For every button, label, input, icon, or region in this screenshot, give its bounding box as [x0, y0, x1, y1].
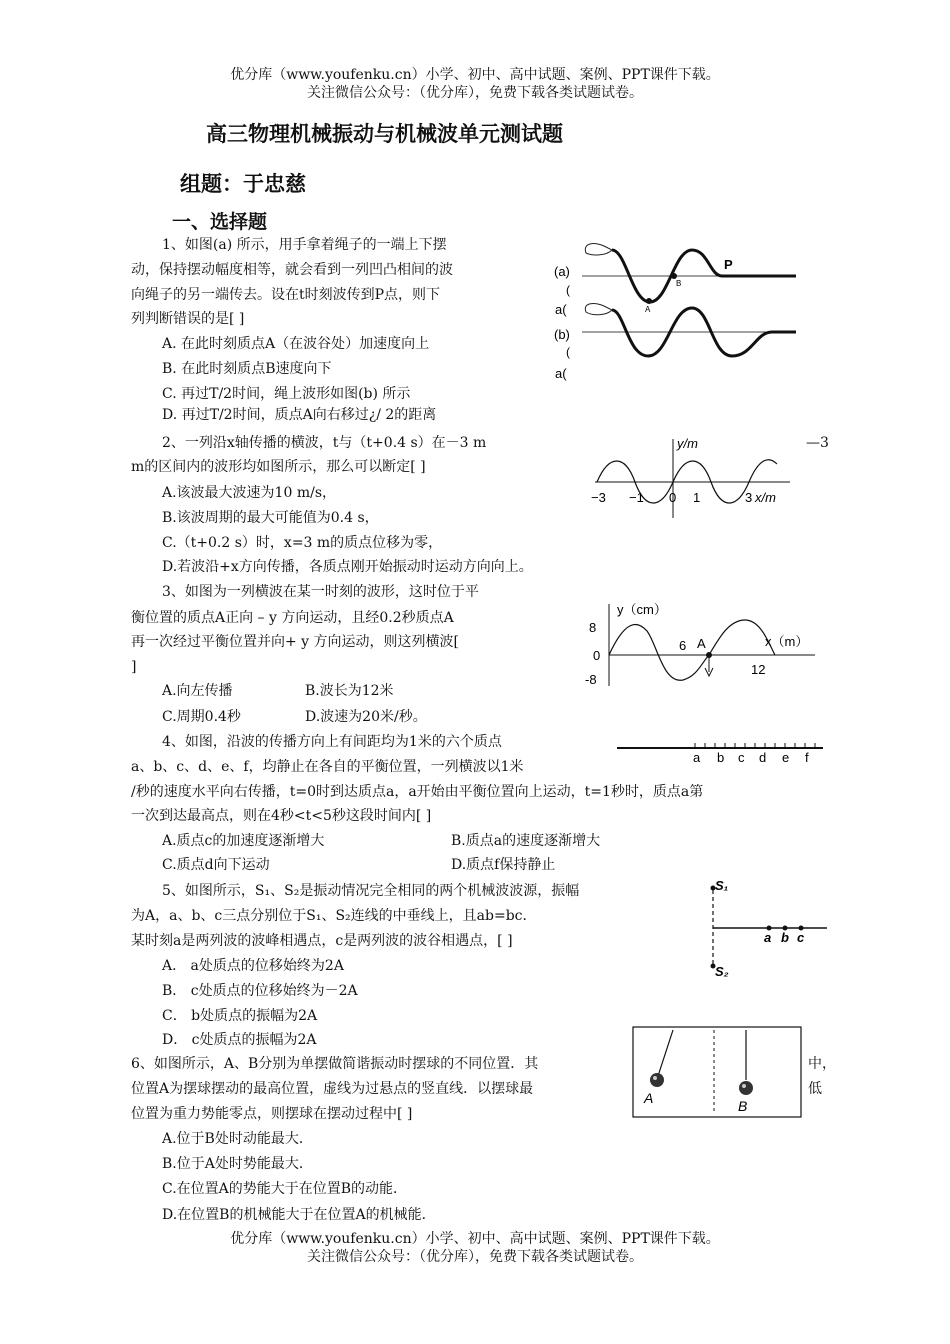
q1-option-b: B. 在此时刻质点B速度向下 — [162, 361, 332, 377]
label-A: A — [645, 305, 651, 314]
tick-12: 12 — [751, 662, 766, 677]
x-label: x（m） — [765, 634, 809, 649]
hand-b-icon — [585, 304, 612, 315]
q4-line-1: 4、如图，沿波的传播方向上有间距均为1米的六个质点 — [162, 734, 502, 750]
label-b: (b) — [554, 327, 570, 342]
label-b: b — [717, 750, 725, 765]
tick-8: 8 — [589, 620, 597, 635]
ball-A — [650, 1073, 664, 1087]
q6-option-b: B.位于A处时势能最大． — [162, 1156, 313, 1172]
y-label: y（cm） — [617, 602, 667, 617]
q1-line-1: 1、如图(a) 所示，用手拿着绳子的一端上下摆 — [162, 237, 447, 253]
q1-line-4: 列判断错误的是[ ] — [131, 311, 245, 327]
q1-option-d: D. 再过T/2时间，质点A向右移过¿/ 2的距离 — [162, 407, 437, 423]
q6-line-3: 位置为重力势能零点，则摆球在摆动过程中[ ] — [131, 1106, 413, 1122]
tick-3: 3 — [745, 490, 753, 505]
q2-option-b: B.该波周期的最大可能值为0.4 s， — [162, 510, 379, 526]
label-B: B — [676, 279, 682, 288]
q3-wave-graph — [585, 598, 820, 690]
q5-line-3: 某时刻a是两列波的波峰相遇点，c是两列波的波谷相遇点，[ ] — [131, 933, 513, 949]
frame — [633, 1027, 801, 1117]
q4-line-3: /秒的速度水平向右传播，t=0时到达质点a，a开始由平衡位置向上运动，t=1秒时，质点a第 — [131, 784, 704, 800]
q4-option-b: B.质点a的速度逐渐增大 — [451, 833, 601, 849]
q5-option-a: A． a处质点的位移始终为2A — [162, 958, 344, 974]
label-a: (a) — [554, 264, 570, 279]
q3-line-3: 再一次经过平衡位置并向+ y 方向运动，则这列横波[ — [131, 634, 460, 650]
q4-option-d: D.质点f保持静止 — [451, 857, 556, 873]
page-title: 高三物理机械振动与机械波单元测试题 — [206, 122, 563, 146]
q3-option-b: B.波长为12米 — [305, 683, 394, 699]
q6-option-a: A.位于B处时动能最大． — [162, 1131, 313, 1147]
author-line: 组题：于忠慈 — [180, 172, 306, 196]
q2-option-a: A.该波最大波速为10 m/s， — [162, 485, 337, 501]
q6-line-1-right: 中， — [808, 1056, 836, 1072]
q6-option-d: D.在位置B的机械能大于在位置A的机械能． — [162, 1207, 436, 1223]
a-mark-1: a( — [555, 302, 567, 317]
q1-rope-wave-figure — [552, 238, 797, 388]
label-A: A — [644, 1090, 654, 1106]
x-label: x/m — [755, 490, 776, 505]
q5-line-1: 5、如图所示，S₁、S₂是振动情况完全相同的两个机械波波源，振幅 — [162, 883, 580, 899]
q4-option-c: C.质点d向下运动 — [162, 857, 270, 873]
header-line-2: 关注微信公众号：（优分库），免费下载各类试题试卷。 — [307, 85, 643, 101]
section-heading: 一、选择题 — [172, 211, 268, 233]
q4-line-2: a、b、c、d、e、f，均静止在各自的平衡位置，一列横波以1米 — [131, 759, 524, 775]
a-mark-2: a( — [555, 366, 567, 381]
point-A — [646, 298, 652, 304]
label-A: A — [697, 636, 706, 651]
tick-minus-8: -8 — [585, 672, 597, 687]
q5-option-b: B． c处质点的位移始终为－2A — [162, 983, 358, 999]
q2-option-c: C.（t+0.2 s）时，x=3 m的质点位移为零， — [162, 535, 443, 551]
label-b: b — [781, 930, 789, 945]
q3-option-a: A.向左传播 — [162, 683, 233, 699]
y-label: y/m — [677, 436, 698, 451]
paren-1: ( — [566, 283, 570, 297]
label-c: c — [738, 750, 745, 765]
q1-line-3: 向绳子的另一端传去。设在t时刻波传到P点，则下 — [131, 287, 441, 303]
q6-line-2: 位置A为摆球摆动的最高位置，虚线为过悬点的竖直线．以摆球最 — [131, 1081, 534, 1097]
tick-0: 0 — [593, 648, 601, 663]
hand-a-icon — [585, 244, 612, 255]
q5-sources-figure — [705, 872, 830, 982]
tick-1: 1 — [693, 490, 701, 505]
label-S1: S₁ — [715, 878, 729, 893]
label-a: a — [693, 750, 701, 765]
q4-particles-figure — [615, 740, 825, 768]
q2-option-d: D.若波沿+x方向传播，各质点刚开始振动时运动方向向上。 — [162, 559, 533, 575]
footer-line-1: 优分库（www.youfenku.cn）小学、初中、高中试题、案例、PPT课件下载。 — [230, 1231, 720, 1247]
q6-option-c: C.在位置A的势能大于在位置B的动能． — [162, 1181, 408, 1197]
q5-line-2: 为A，a、b、c三点分别位于S₁、S₂连线的中垂线上，且ab=bc． — [131, 908, 537, 924]
q4-option-a: A.质点c的加速度逐渐增大 — [162, 833, 325, 849]
q3-option-c: C.周期0.4秒 — [162, 709, 241, 725]
q5-option-c: C． b处质点的振幅为2A — [162, 1008, 318, 1024]
q6-line-2-right: 低 — [808, 1081, 822, 1097]
q1-line-2: 动，保持摆动幅度相等，就会看到一列凹凸相间的波 — [131, 262, 453, 278]
string-A — [658, 1030, 673, 1076]
label-B: B — [738, 1098, 748, 1114]
header-line-1: 优分库（www.youfenku.cn）小学、初中、高中试题、案例、PPT课件下载。 — [230, 67, 720, 83]
q2-wave-graph — [585, 434, 795, 524]
q3-option-d: D.波速为20米/秒。 — [305, 709, 427, 725]
label-e: e — [782, 750, 790, 765]
paren-2: ( — [566, 345, 570, 359]
tick-minus-3: −3 — [591, 490, 606, 505]
q3-line-4: ] — [131, 659, 137, 675]
q2-line-1: 2、一列沿x轴传播的横波，t与（t+0.4 s）在－3 m — [162, 435, 487, 451]
tick-6: 6 — [679, 638, 687, 653]
label-P: P — [724, 257, 733, 272]
footer-line-2: 关注微信公众号：（优分库），免费下载各类试题试卷。 — [307, 1249, 643, 1265]
label-d: d — [759, 750, 767, 765]
label-f: f — [805, 750, 809, 765]
q4-line-4: 一次到达最高点，则在4秒<t<5秒这段时间内[ ] — [131, 808, 432, 824]
tick-0: 0 — [669, 490, 677, 505]
label-c: c — [797, 930, 805, 945]
q1-option-c: C. 再过T/2时间，绳上波形如图(b) 所示 — [162, 386, 411, 402]
q3-line-1: 3、如图为一列横波在某一时刻的波形，这时位于平 — [162, 584, 479, 600]
q6-pendulum-figure — [632, 1026, 804, 1120]
q1-option-a: A. 在此时刻质点A（在波谷处）加速度向上 — [162, 336, 430, 352]
q6-line-1: 6、如图所示，A、B分别为单摆做简谐振动时摆球的不同位置．其 — [131, 1056, 539, 1072]
q5-option-d: D． c处质点的振幅为2A — [162, 1032, 317, 1048]
tick-minus-1: −1 — [629, 490, 644, 505]
label-S2: S₂ — [715, 964, 729, 979]
label-a: a — [764, 930, 772, 945]
q2-line-1-right: —3 — [806, 435, 829, 451]
q3-line-2: 衡位置的质点A正向 – y 方向运动，且经0.2秒质点A — [131, 610, 454, 626]
q2-line-2: m的区间内的波形均如图所示，那么可以断定[ ] — [131, 459, 426, 475]
ball-B — [739, 1081, 753, 1095]
